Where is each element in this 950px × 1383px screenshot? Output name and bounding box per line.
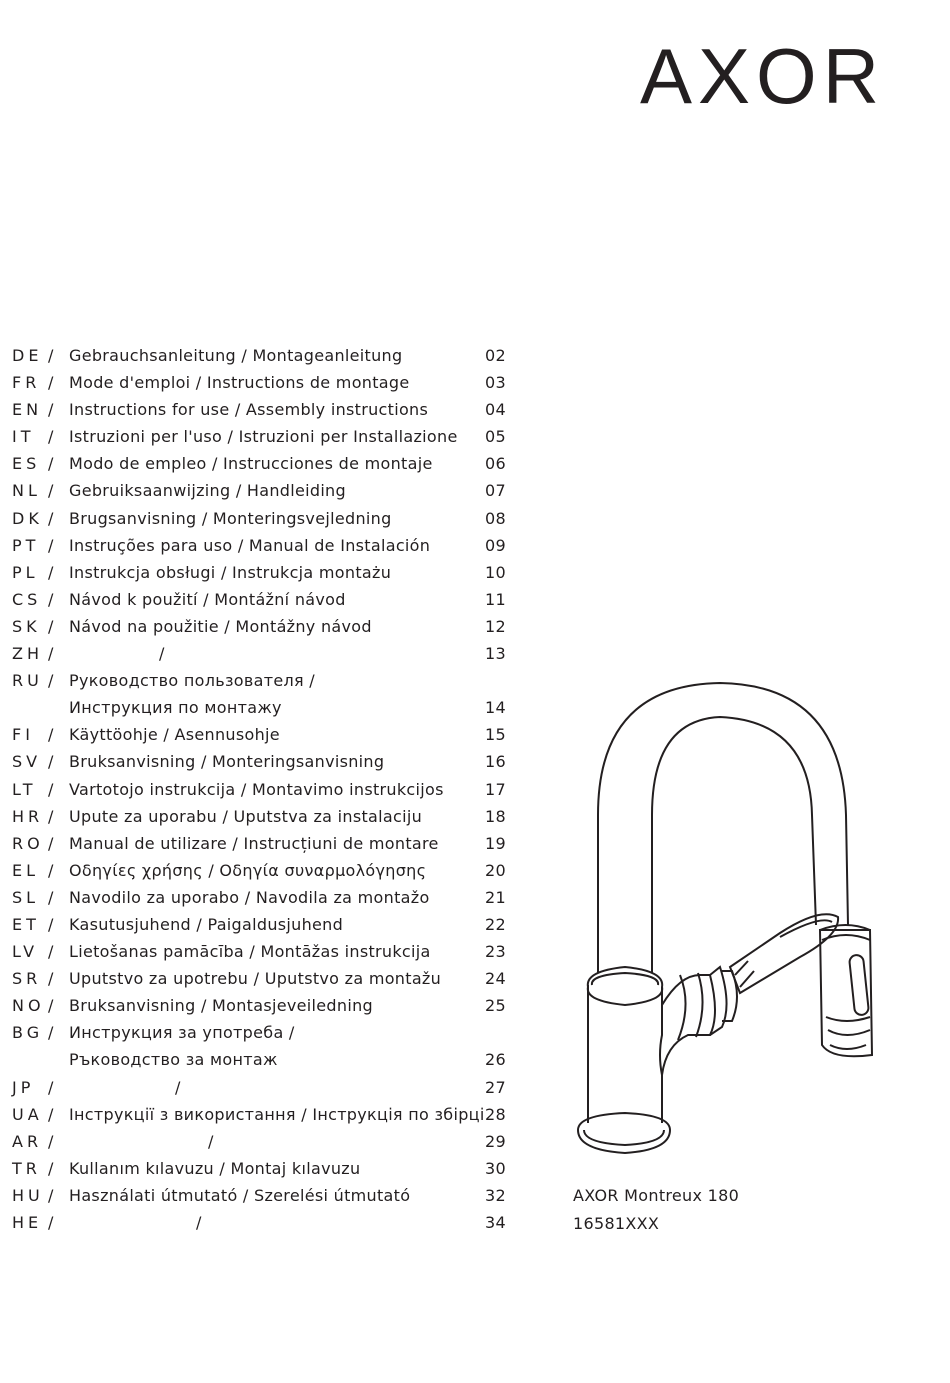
toc-row — [12, 369, 512, 396]
separator-slash: / — [48, 1077, 54, 1097]
page-number: 25 — [485, 996, 506, 1016]
toc-row — [12, 477, 512, 504]
language-code: AR — [12, 1131, 43, 1151]
manual-title: Käyttöohje / Asennusohje — [69, 725, 280, 745]
product-name: AXOR Montreux 180 — [573, 1186, 740, 1205]
toc-row — [12, 1128, 512, 1155]
separator-slash: / — [48, 996, 54, 1016]
toc-row — [12, 748, 512, 775]
separator-slash: / — [48, 969, 54, 989]
language-code: LT — [12, 779, 37, 799]
page-number: 10 — [485, 562, 506, 582]
language-code: RU — [12, 671, 43, 691]
toc-row — [12, 776, 512, 803]
language-code: JP — [12, 1077, 35, 1097]
page-number: 20 — [485, 860, 506, 880]
page-number: 28 — [485, 1104, 506, 1124]
axor-logo: AXOR — [640, 32, 886, 120]
language-code: PT — [12, 535, 40, 555]
page-number: 08 — [485, 508, 506, 528]
toc-row — [12, 965, 512, 992]
language-code: CS — [12, 589, 42, 609]
page-number: 30 — [485, 1158, 506, 1178]
language-code: BG — [12, 1023, 44, 1043]
separator-slash: / — [48, 752, 54, 772]
separator-slash: / — [48, 779, 54, 799]
toc-row — [12, 1019, 512, 1046]
manual-title: Οδηγίες χρήσης / Οδηγία συναρμολόγησης — [69, 860, 427, 880]
toc-row — [12, 830, 512, 857]
toc-row — [12, 884, 512, 911]
spray-head — [820, 930, 872, 1056]
toc-row — [12, 613, 512, 640]
separator-slash: / — [48, 400, 54, 420]
manual-title: Instrukcja obsługi / Instrukcja montażu — [69, 562, 392, 582]
toc-row — [12, 640, 512, 667]
language-code: ES — [12, 454, 41, 474]
language-code: NL — [12, 481, 41, 501]
toc-row — [12, 1046, 512, 1073]
toc-row — [12, 938, 512, 965]
language-code: ET — [12, 914, 40, 934]
language-code: EN — [12, 400, 43, 420]
page-number: 09 — [485, 535, 506, 555]
toc-row — [12, 423, 512, 450]
manual-title: Navodilo za uporabo / Navodila za montažo — [69, 887, 430, 907]
manual-title: / — [175, 1077, 181, 1097]
language-code: TR — [12, 1158, 41, 1178]
manual-title: Návod k použití / Montážní návod — [69, 589, 346, 609]
separator-slash: / — [48, 1131, 54, 1151]
separator-slash: / — [48, 535, 54, 555]
language-code: HR — [12, 806, 44, 826]
toc-row — [12, 911, 512, 938]
faucet-base — [578, 1113, 670, 1153]
separator-slash: / — [48, 1185, 54, 1205]
toc-row — [12, 721, 512, 748]
manual-title: Instruções para uso / Manual de Instalación — [69, 535, 431, 555]
manual-title: Manual de utilizare / Instrucțiuni de montare — [69, 833, 439, 853]
language-code: NO — [12, 996, 45, 1016]
manual-title: Инструкция по монтажу — [69, 698, 282, 718]
language-code: SK — [12, 616, 41, 636]
language-code: FR — [12, 373, 41, 393]
manual-title: Návod na použitie / Montážny návod — [69, 616, 372, 636]
manual-title: Gebrauchsanleitung / Montageanleitung — [69, 346, 403, 365]
separator-slash: / — [48, 806, 54, 826]
language-code: HE — [12, 1213, 43, 1232]
manual-title: Upute za uporabu / Uputstva za instalaciju — [69, 806, 423, 826]
toc-row — [12, 1155, 512, 1182]
separator-slash: / — [48, 1104, 54, 1124]
language-code: ZH — [12, 644, 43, 664]
toc-row — [12, 992, 512, 1019]
separator-slash: / — [48, 1213, 54, 1232]
page-number: 19 — [485, 833, 506, 853]
language-index — [12, 342, 512, 1236]
separator-slash: / — [48, 481, 54, 501]
faucet-spout — [598, 683, 848, 973]
manual-title: Használati útmutató / Szerelési útmutató — [69, 1185, 411, 1205]
language-code: LV — [12, 942, 39, 962]
faucet-illustration — [570, 675, 930, 1195]
language-code: UA — [12, 1104, 43, 1124]
page-number: 13 — [485, 644, 506, 664]
page-number: 15 — [485, 725, 506, 745]
page-number: 22 — [485, 914, 506, 934]
separator-slash: / — [48, 1158, 54, 1178]
manual-title: Brugsanvisning / Monteringsvejledning — [69, 508, 392, 528]
language-code: HU — [12, 1185, 44, 1205]
manual-title: Bruksanvisning / Montasjeveiledning — [69, 996, 373, 1016]
manual-title: / — [196, 1213, 202, 1232]
page-number: 11 — [485, 589, 506, 609]
page-number: 21 — [485, 887, 506, 907]
page-number: 06 — [485, 454, 506, 474]
page-number: 14 — [485, 698, 506, 718]
toc-row — [12, 1074, 512, 1101]
toc-row — [12, 694, 512, 721]
manual-title: Инструкция за употреба / — [69, 1023, 295, 1043]
language-code: SV — [12, 752, 42, 772]
separator-slash: / — [48, 644, 54, 664]
manual-title: Mode d'emploi / Instructions de montage — [69, 373, 410, 393]
page-number: 07 — [485, 481, 506, 501]
toc-row — [12, 1209, 512, 1236]
page-number: 12 — [485, 616, 506, 636]
page-number: 18 — [485, 806, 506, 826]
manual-title: Vartotojo instrukcija / Montavimo instrukcijos — [69, 779, 444, 799]
page-number: 23 — [485, 942, 506, 962]
page-number: 04 — [485, 400, 506, 420]
language-code: FI — [12, 725, 34, 745]
separator-slash: / — [48, 833, 54, 853]
language-code: DK — [12, 508, 43, 528]
separator-slash: / — [48, 914, 54, 934]
separator-slash: / — [48, 373, 54, 393]
separator-slash: / — [48, 860, 54, 880]
page-number: 27 — [485, 1077, 506, 1097]
toc-row — [12, 586, 512, 613]
language-code: SL — [12, 887, 40, 907]
separator-slash: / — [48, 887, 54, 907]
separator-slash: / — [48, 616, 54, 636]
page-number: 29 — [485, 1131, 506, 1151]
manual-title: Bruksanvisning / Monteringsanvisning — [69, 752, 385, 772]
page-number: 17 — [485, 779, 506, 799]
separator-slash: / — [48, 942, 54, 962]
toc-row — [12, 396, 512, 423]
separator-slash: / — [48, 562, 54, 582]
separator-slash: / — [48, 427, 54, 447]
separator-slash: / — [48, 589, 54, 609]
toc-row — [12, 559, 512, 586]
manual-title: Руководство пользователя / — [69, 671, 316, 691]
toc-row — [12, 450, 512, 477]
page-number: 34 — [485, 1213, 506, 1232]
toc-row — [12, 857, 512, 884]
toc-row — [12, 532, 512, 559]
manual-title: Інструкції з використання / Інструкція по збірці — [69, 1104, 485, 1124]
product-info — [573, 1182, 739, 1238]
manual-title: Istruzioni per l'uso / Istruzioni per Installazione — [69, 427, 458, 447]
toc-row — [12, 342, 512, 369]
manual-title: Lietošanas pamācība / Montāžas instrukcija — [69, 942, 431, 962]
manual-title: Modo de empleo / Instrucciones de montaje — [69, 454, 433, 474]
toc-row — [12, 1182, 512, 1209]
toc-row — [12, 667, 512, 694]
toc-row — [12, 505, 512, 532]
separator-slash: / — [48, 671, 54, 691]
toc-row — [12, 1101, 512, 1128]
separator-slash: / — [48, 1023, 54, 1043]
page-number: 05 — [485, 427, 506, 447]
page-number: 24 — [485, 969, 506, 989]
manual-title: Gebruiksaanwijzing / Handleiding — [69, 481, 346, 501]
separator-slash: / — [48, 725, 54, 745]
language-code: PL — [12, 562, 39, 582]
manual-title: Instructions for use / Assembly instructions — [69, 400, 429, 420]
page-number: 32 — [485, 1185, 506, 1205]
separator-slash: / — [48, 454, 54, 474]
manual-title: Kasutusjuhend / Paigaldusjuhend — [69, 914, 344, 934]
manual-title: Uputstvo za upotrebu / Uputstvo za montažu — [69, 969, 442, 989]
toc-row — [12, 803, 512, 830]
product-number: 16581XXX — [573, 1214, 660, 1233]
language-code: SR — [12, 969, 42, 989]
manual-title: / — [208, 1131, 214, 1151]
page-number: 03 — [485, 373, 506, 393]
language-code: IT — [12, 427, 35, 447]
language-code: DE — [12, 346, 43, 365]
language-code: RO — [12, 833, 44, 853]
page-number: 02 — [485, 346, 506, 365]
separator-slash: / — [48, 508, 54, 528]
language-code: EL — [12, 860, 40, 880]
manual-title: / — [159, 644, 165, 664]
page-number: 26 — [485, 1050, 506, 1070]
manual-title: Ръководство за монтаж — [69, 1050, 278, 1070]
page-number: 16 — [485, 752, 506, 772]
separator-slash: / — [48, 346, 54, 365]
handle-connector — [662, 975, 715, 1075]
manual-title: Kullanım kılavuzu / Montaj kılavuzu — [69, 1158, 361, 1178]
